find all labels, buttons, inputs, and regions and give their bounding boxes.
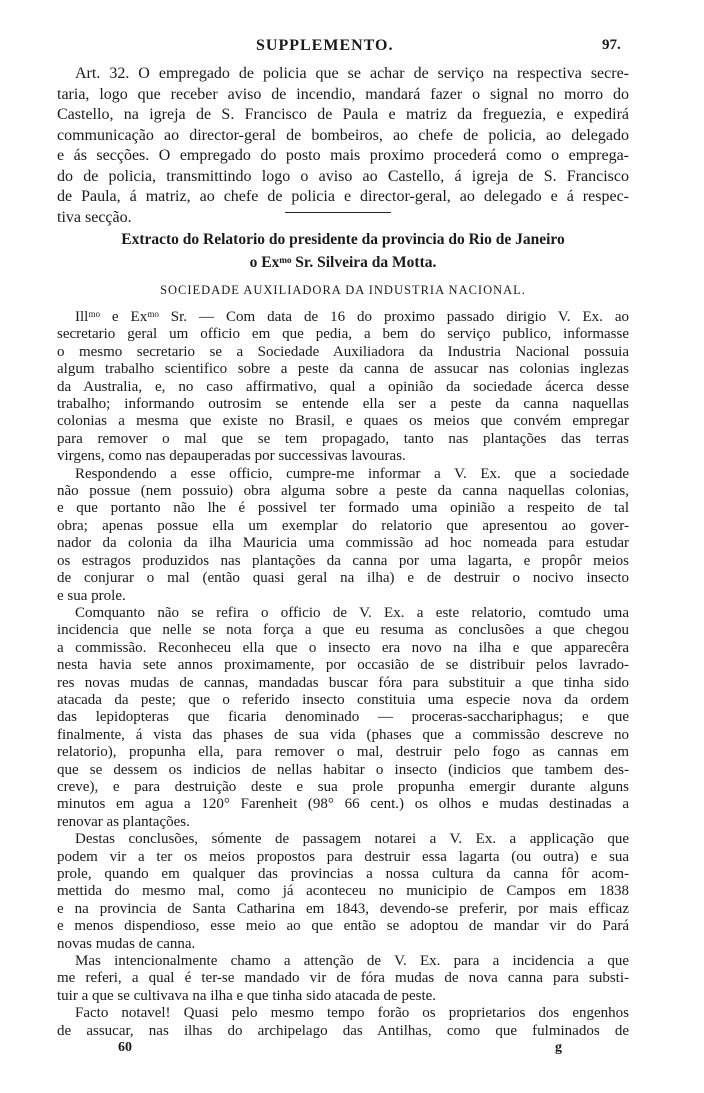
paragraph-line: minutos em agua a 120° Farenheit (98° 66 cent.) os olhos e mudas destinadas a xyxy=(57,796,629,813)
article-line: do de policia, transmittindo logo o aviso ao Castello, á igreja de S. Francisco xyxy=(57,167,629,185)
paragraph-line: colonias a mesma que existe no Brasil, e quaes os meios que convém empregar xyxy=(57,413,629,430)
article-line: communicação ao director-geral de bombeiros, ao chefe de policia, ao delegado xyxy=(57,126,629,144)
article-line: Art. 32. O empregado de policia que se achar de serviço na respectiva secre- xyxy=(75,65,629,82)
report-body xyxy=(57,309,629,1040)
paragraph xyxy=(57,1005,629,1040)
extract-heading-line1: Extracto do Relatorio do presidente da provincia do Rio de Janeiro xyxy=(121,231,565,248)
paragraph-line: das lepidopteras que ficaria denominado — proceras-sacchariphagus; e que xyxy=(57,709,629,726)
paragraph-line: relatorio), propunha ella, para remover o mal, destruir pelo fogo as cannas em xyxy=(57,744,629,761)
paragraph-line: de assucar, nas ilhas do archipelago das Antilhas, como que fulminados de xyxy=(57,1022,629,1039)
article-line: e ás secções. O empregado do posto mais proximo procederá como o emprega- xyxy=(57,147,629,164)
extract-heading-line2: o Exᵐᵒ Sr. Silveira da Motta. xyxy=(249,254,437,271)
paragraph-line: mettida do mesmo mal, como já aconteceu no municipio de Campos em 1838 xyxy=(57,883,629,900)
paragraph xyxy=(57,605,629,831)
paragraph-line: nador da colonia da ilha Mauricia uma commissão ad hoc nomeada para estudar xyxy=(57,535,629,552)
paragraph-line: Comquanto não se refira o officio de V. Ex. a este relatorio, comtudo uma xyxy=(75,604,629,621)
paragraph-line: Mas intencionalmente chamo a attenção de V. Ex. para a incidencia a que xyxy=(75,953,629,970)
paragraph-line: Respondendo a esse officio, cumpre-me informar a V. Ex. que a sociedade xyxy=(75,465,629,482)
paragraph-line: podem vir a ter os meios propostos para destruir essa lagarta (ou outra) e sua xyxy=(57,848,629,865)
paragraph-line: renovar as plantações. xyxy=(57,813,190,830)
article-32 xyxy=(57,64,629,228)
paragraph-line: novas mudas de canna. xyxy=(57,935,196,952)
paragraph-line: Destas conclusões, sómente de passagem notarei a V. Ex. a applicação que xyxy=(75,831,629,848)
paragraph-line: creve), e para destruição deste e sua prole propunha emergir durante alguns xyxy=(57,778,629,795)
paragraph-line: e na provincia de Santa Catharina em 1843, devendo-se preferir, por mais efficaz xyxy=(57,900,629,917)
paragraph-line: trabalho; informando outrosim se entende ella ser a peste da canna naquellas xyxy=(57,396,629,413)
paragraph-line: nesta havia sete annos proximamente, por occasião de se distribuir pelos lavrado- xyxy=(57,657,629,674)
page-number: 97. xyxy=(602,37,621,53)
paragraph-line: para remover o mal que se tem propagado, tanto nas plantações das terras xyxy=(57,430,629,447)
article-line: de Paula, á matriz, ao chefe de policia e director-geral, ao delegado e á respec- xyxy=(57,188,629,205)
paragraph-line: incidencia que nelle se nota força a que eu resuma as conclusões a que chegou xyxy=(57,622,629,639)
society-subheading: SOCIEDADE AUXILIADORA DA INDUSTRIA NACIONAL. xyxy=(160,283,526,297)
paragraph-line: que se dessem os indicios de nellas habitar o insecto (indicios que tambem des- xyxy=(57,761,629,778)
extract-heading xyxy=(57,228,629,274)
paragraph xyxy=(57,953,629,1005)
article-line: taria, logo que receber aviso de incendio, mandará fazer o signal no morro do xyxy=(57,85,629,103)
paragraph-line: me referi, a qual é ter-se mandado vir de fóra mudas de nova canna para substi- xyxy=(57,970,629,987)
paragraph-line: secretario geral um officio em que pedia, a bem do serviço publico, informasse xyxy=(57,326,629,343)
section-divider xyxy=(285,212,391,213)
paragraph xyxy=(57,466,629,605)
paragraph-line: tuir a que se cultivava na ilha e que tinha sido atacada de peste. xyxy=(57,987,437,1004)
paragraph-line: e sua prole. xyxy=(57,587,126,604)
paragraph-line: os estragos produzidos nas plantações da canna por uma lagarta, e propôr meios xyxy=(57,552,629,569)
paragraph xyxy=(57,831,629,953)
article-line: Castello, na igreja de S. Francisco de Paula e matriz da freguezia, e expedirá xyxy=(57,106,629,123)
paragraph-line: virgens, como nas depauperadas por successivas lavouras. xyxy=(57,448,406,465)
signature-letter: g xyxy=(555,1040,562,1055)
paragraph-line: e que portanto não lhe é possivel ter formado uma opinião a respeito de tal xyxy=(57,500,629,517)
paragraph xyxy=(57,309,629,466)
paragraph-line: o mesmo secretario se a Sociedade Auxiliadora da Industria Nacional possuia xyxy=(57,343,629,360)
paragraph-line: da Australia, e, no caso affirmativo, qual a opinião da sociedade ácerca desse xyxy=(57,378,629,395)
running-title: SUPPLEMENTO. xyxy=(256,37,394,54)
article-line: tiva secção. xyxy=(57,208,132,226)
paragraph-line: de conjurar o mal (então quasi geral na ilha) e de destruir o nocivo insecto xyxy=(57,570,629,587)
paragraph-line: atacada da peste; que o referido insecto constituia uma especie nova da ordem xyxy=(57,691,629,708)
paragraph-line: Illᵐᵒ e Exᵐᵒ Sr. — Com data de 16 do proximo passado dirigio V. Ex. ao xyxy=(75,309,629,325)
paragraph-line: res novas mudas de cannas, mandadas buscar fóra para substituir a que tinha sido xyxy=(57,674,629,691)
paragraph-line: obra; apenas possue ella um exemplar do relatorio que apresentou ao gover- xyxy=(57,517,629,534)
paragraph-line: não possue (nem possuio) obra alguma sobre a peste da canna naquellas colonias, xyxy=(57,483,629,500)
paragraph-line: Facto notavel! Quasi pelo mesmo tempo forão os proprietarios dos engenhos xyxy=(75,1005,629,1022)
signature-number: 60 xyxy=(118,1040,132,1055)
paragraph-line: a commissão. Reconheceu ella que o insecto era novo na ilha e que apparecêra xyxy=(57,639,629,656)
paragraph-line: algum trabalho scientifico sobre a peste da canna de assucar nas colonias inglezas xyxy=(57,361,629,378)
paragraph-line: prole, quando em qualquer das provincias a nossa cultura da canna fôr acom- xyxy=(57,866,629,882)
paragraph-line: e menos dispendioso, esse meio ao que então se adoptou de mandar vir do Pará xyxy=(57,918,629,935)
page-header xyxy=(0,37,704,59)
paragraph-line: finalmente, á vista das phases de sua vida (phases que a commissão descreve no xyxy=(57,726,629,743)
